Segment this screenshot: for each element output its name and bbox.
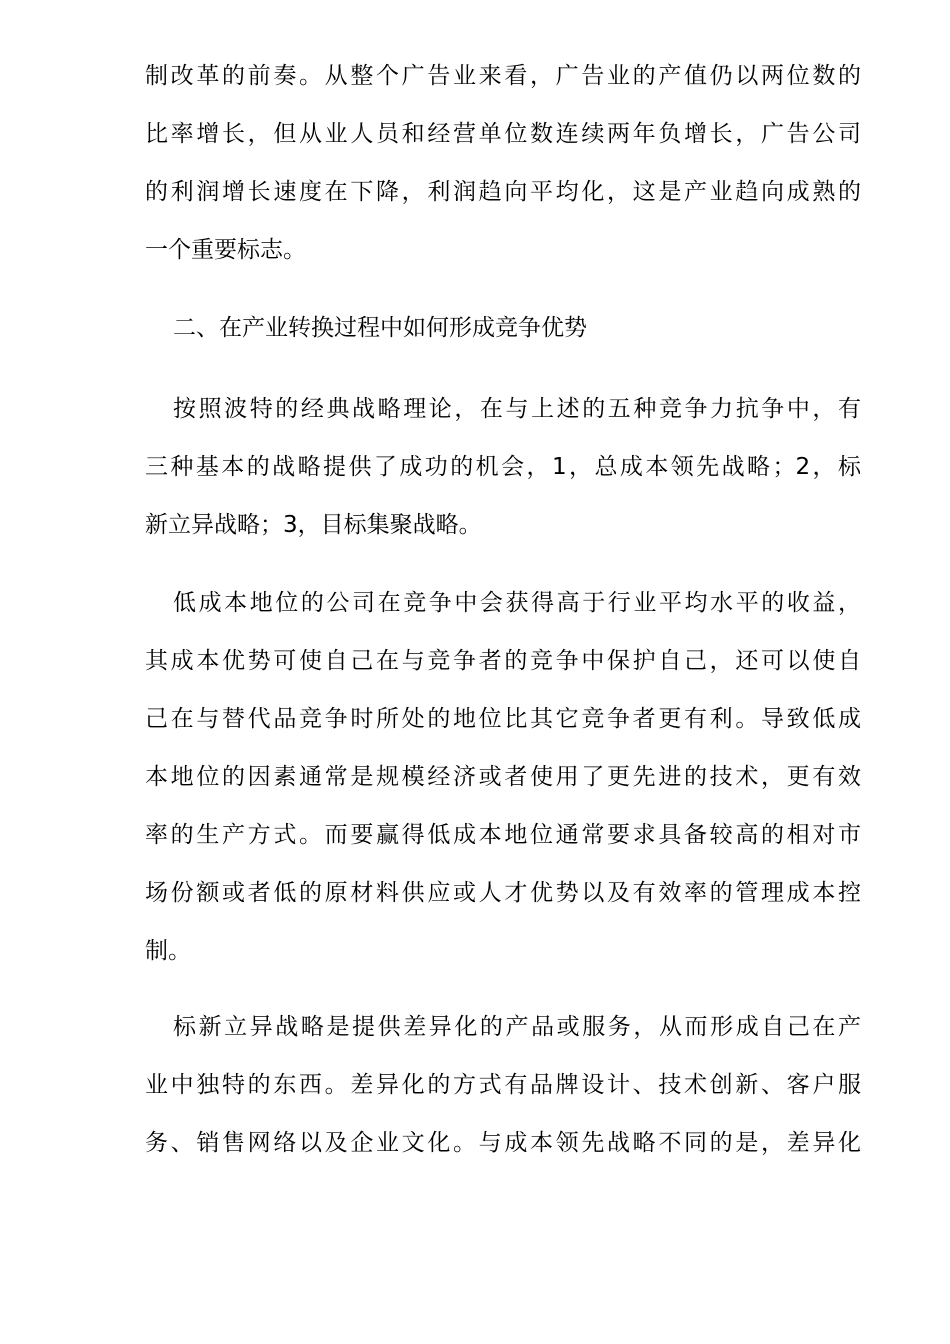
text-line: 三种基本的战略提供了成功的机会，1，总成本领先战略；2，标 [145, 454, 861, 480]
paragraph-2 [145, 380, 861, 554]
text-line: 制。 [145, 938, 191, 964]
paragraph-3 [145, 574, 861, 980]
text-line: 一个重要标志。 [145, 237, 306, 263]
text-line: 的利润增长速度在下降，利润趋向平均化，这是产业趋向成熟的 [145, 179, 861, 205]
paragraph-1 [145, 47, 861, 279]
text-line: 率的生产方式。而要赢得低成本地位通常要求具备较高的相对市 [145, 822, 861, 848]
text-line: 新立异战略；3，目标集聚战略。 [145, 512, 482, 538]
heading-text: 二、在产业转换过程中如何形成竞争优势 [173, 315, 587, 341]
text-line: 制改革的前奏。从整个广告业来看，广告业的产值仍以两位数的 [145, 63, 861, 89]
text-line: 比率增长，但从业人员和经营单位数连续两年负增长，广告公司 [145, 121, 861, 147]
text-line: 标新立异战略是提供差异化的产品或服务，从而形成自己在产 [173, 1014, 861, 1040]
text-line: 场份额或者低的原材料供应或人才优势以及有效率的管理成本控 [145, 880, 861, 906]
text-line: 低成本地位的公司在竞争中会获得高于行业平均水平的收益， [173, 590, 861, 616]
text-line: 本地位的因素通常是规模经济或者使用了更先进的技术，更有效 [145, 764, 861, 790]
section-heading [145, 299, 861, 357]
paragraph-4 [145, 998, 861, 1172]
text-line: 务、销售网络以及企业文化。与成本领先战略不同的是，差异化 [145, 1130, 861, 1156]
text-line: 业中独特的东西。差异化的方式有品牌设计、技术创新、客户服 [145, 1072, 861, 1098]
text-line: 其成本优势可使自己在与竞争者的竞争中保护自己，还可以使自 [145, 648, 861, 674]
text-line: 按照波特的经典战略理论，在与上述的五种竞争力抗争中，有 [173, 396, 861, 422]
text-line: 己在与替代品竞争时所处的地位比其它竞争者更有利。导致低成 [145, 706, 861, 732]
